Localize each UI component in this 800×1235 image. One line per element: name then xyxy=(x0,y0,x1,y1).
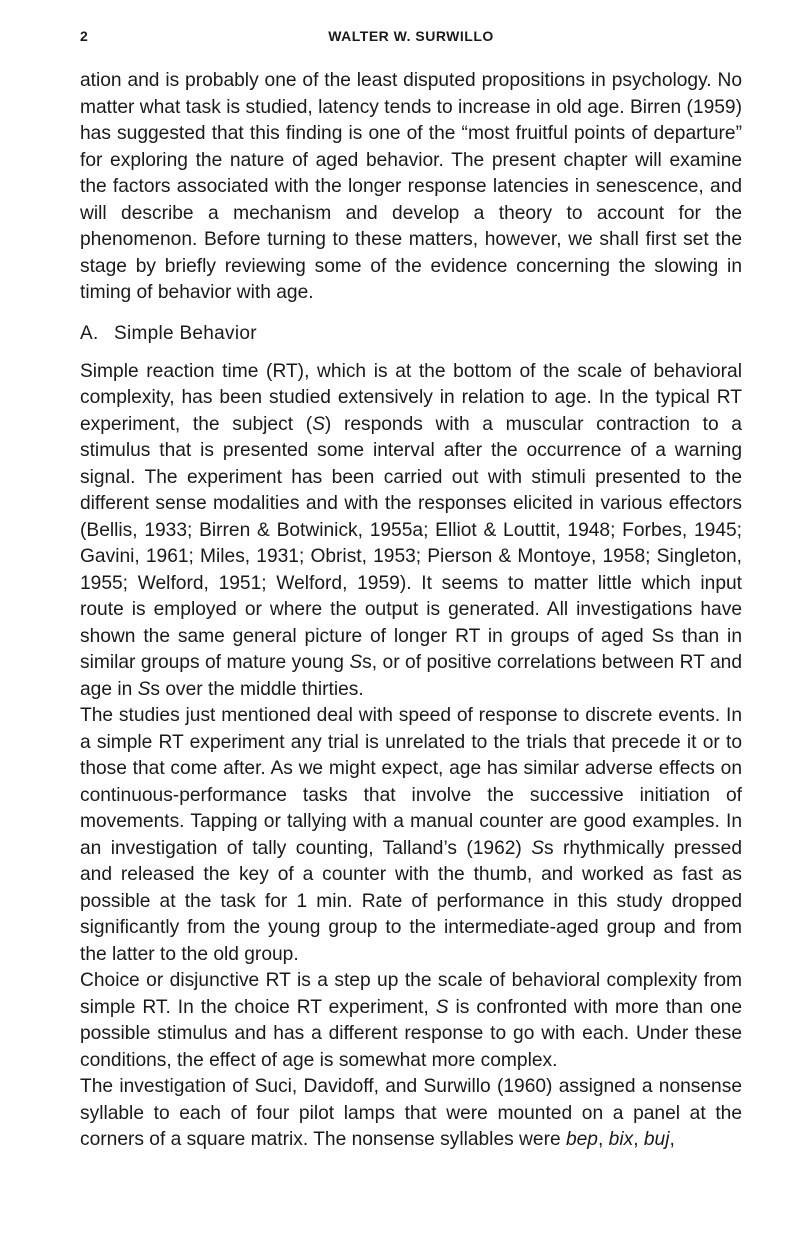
section-title: Simple Behavior xyxy=(114,322,257,344)
paragraph-choice-rt: Choice or disjunctive RT is a step up the scale of behavioral complexity from simple RT. In the choice RT experiment, S is confronted with more than one possible stimulus and has a different response to go with each. Under these conditions, the effect of age is somewhat more complex. xyxy=(80,970,742,1071)
paragraph-continuous-performance: The studies just mentioned deal with speed of response to discrete events. In a simple RT experiment any trial is unrelated to the trials that precede it or to those that come after. As we might expect, age has similar adverse effects on continuous-performance tasks that involve the successive initiation of movements. Tapping or tallying with a manual counter are good examples. In an investigation of tally counting, Talland’s (1962) Ss rhythmically pressed and released the key of a counter with the thumb, and worked as fast as possible at the task for 1 min. Rate of performance in this study dropped significantly from the young group to the intermediate-aged group and from the latter to the old group. xyxy=(80,705,742,965)
running-head xyxy=(80,28,742,50)
page-number: 2 xyxy=(80,28,89,44)
paragraph-suci-investigation: The investigation of Suci, Davidoff, and Surwillo (1960) assigned a nonsense syllable to each of four pilot lamps that were mounted on a panel at the corners of a square matrix. The nonsense syllables were bep, bix, buj, xyxy=(80,1076,742,1150)
paragraph-continued: ation and is probably one of the least disputed propositions in psychology. No matter what task is studied, latency tends to increase in old age. Birren (1959) has suggested that this finding is one of the “most fruitful points of departure” for exploring the nature of aged behavior. The present chapter will examine the factors associated with the longer response latencies in senescence, and will describe a mechanism and develop a theory to account for the phenomenon. Before turning to these matters, however, we shall first set the stage by briefly reviewing some of the evidence concerning the slowing in timing of behavior with age. xyxy=(80,70,742,303)
book-page xyxy=(80,28,742,1154)
section-heading xyxy=(80,323,742,345)
section-label: A. xyxy=(80,322,99,344)
paragraph-simple-rt: Simple reaction time (RT), which is at the bottom of the scale of behavioral complexity, has been studied extensively in relation to age. In the typical RT experiment, the subject (S) responds with a muscular contraction to a stimulus that is presented some interval after the occurrence of a warning signal. The experiment has been carried out with stimuli presented to the different sense modalities and with the responses elicited in various effectors (Bellis, 1933; Birren & Botwinick, 1955a; Elliot & Louttit, 1948; Forbes, 1945; Gavini, 1961; Miles, 1931; Obrist, 1953; Pierson & Montoye, 1958; Singleton, 1955; Welford, 1951; Welford, 1959). It seems to matter little which input route is employed or where the output is generated. All investigations have shown the same general picture of longer RT in groups of aged Ss than in similar groups of mature young Ss, or of positive correlations between RT and age in Ss over the middle thirties. xyxy=(80,360,743,700)
running-title: WALTER W. SURWILLO xyxy=(328,28,494,44)
